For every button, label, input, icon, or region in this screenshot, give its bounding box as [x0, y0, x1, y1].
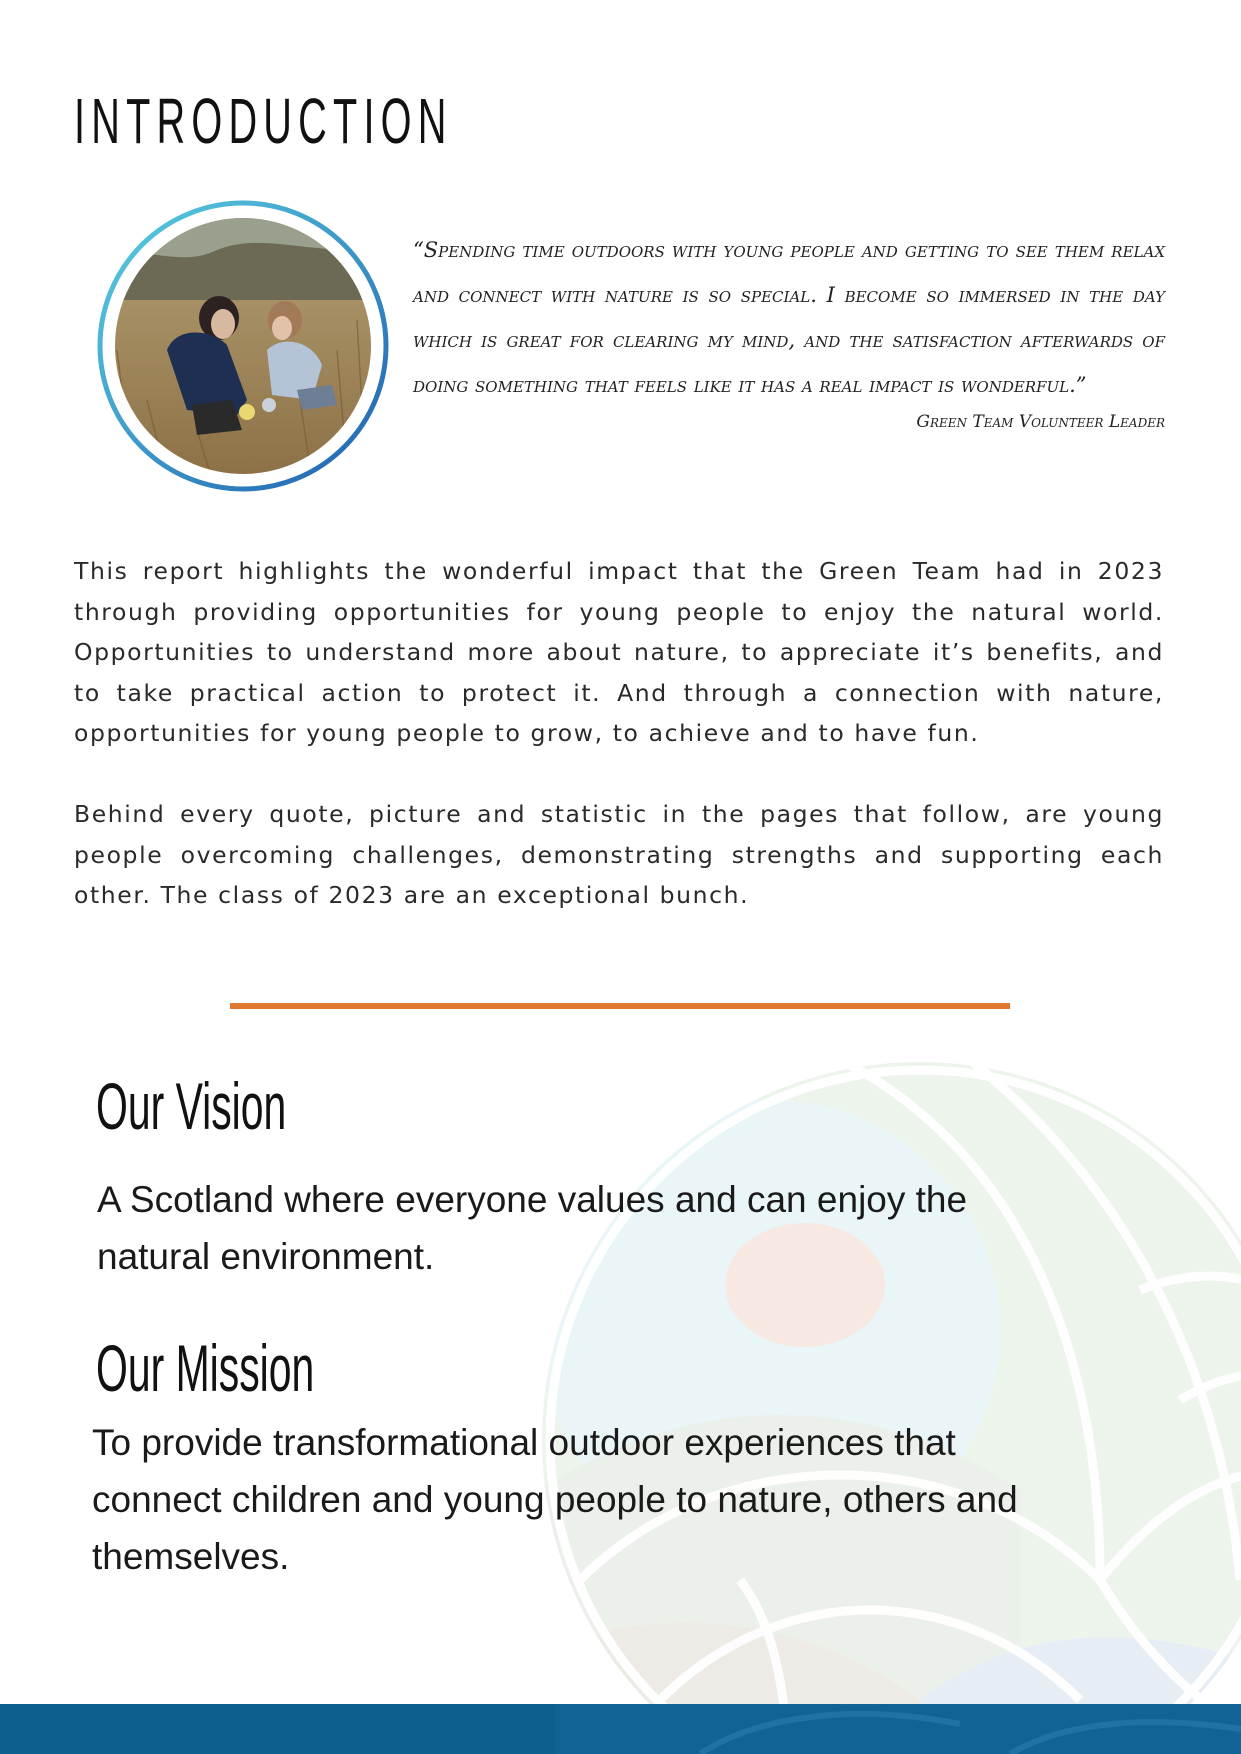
quote-attribution: Green Team Volunteer Leader — [916, 412, 1165, 432]
decorative-emblem-icon — [540, 1060, 1241, 1754]
footer-pattern-icon — [0, 1704, 1241, 1754]
volunteer-quote-text: “Spending time outdoors with young people and getting to see them relax and connect with nature is so special. I become so immersed in the day which is great for clearing my mind, and the satisfaction afterwards of doing something that feels like it has a real impact is wonderful.” — [413, 238, 1165, 397]
vision-statement: A Scotland where everyone values and can enjoy the natural environment. — [97, 1179, 968, 1277]
volunteer-photo — [97, 200, 389, 492]
intro-paragraph-2: Behind every quote, picture and statistic in the pages that follow, are young people overcoming challenges, demonstrating strengths and supporting each other. The class of 2023 are an exceptional bunch. — [74, 800, 1164, 909]
intro-paragraph-1: This report highlights the wonderful impact that the Green Team had in 2023 through providing opportunities for young people to enjoy the natural world. Opportunities to understand more about nature, to appreciate it’s benefits, and to take practical action to protect it. And through a connection with nature, opportunities for young people to grow, to achieve and to have fun. — [74, 557, 1164, 747]
volunteers-planting-photo-icon — [97, 200, 389, 492]
section-divider — [230, 1003, 1010, 1009]
volunteer-quote — [413, 228, 1165, 408]
introduction-heading: INTRODUCTION — [74, 85, 453, 157]
footer-band — [0, 1704, 1241, 1754]
vision-heading: Our Vision — [96, 1069, 287, 1143]
mission-heading: Our Mission — [96, 1331, 315, 1405]
mission-statement: To provide transformational outdoor experiences that connect children and young people to nature, others and themselves. — [92, 1422, 1018, 1577]
